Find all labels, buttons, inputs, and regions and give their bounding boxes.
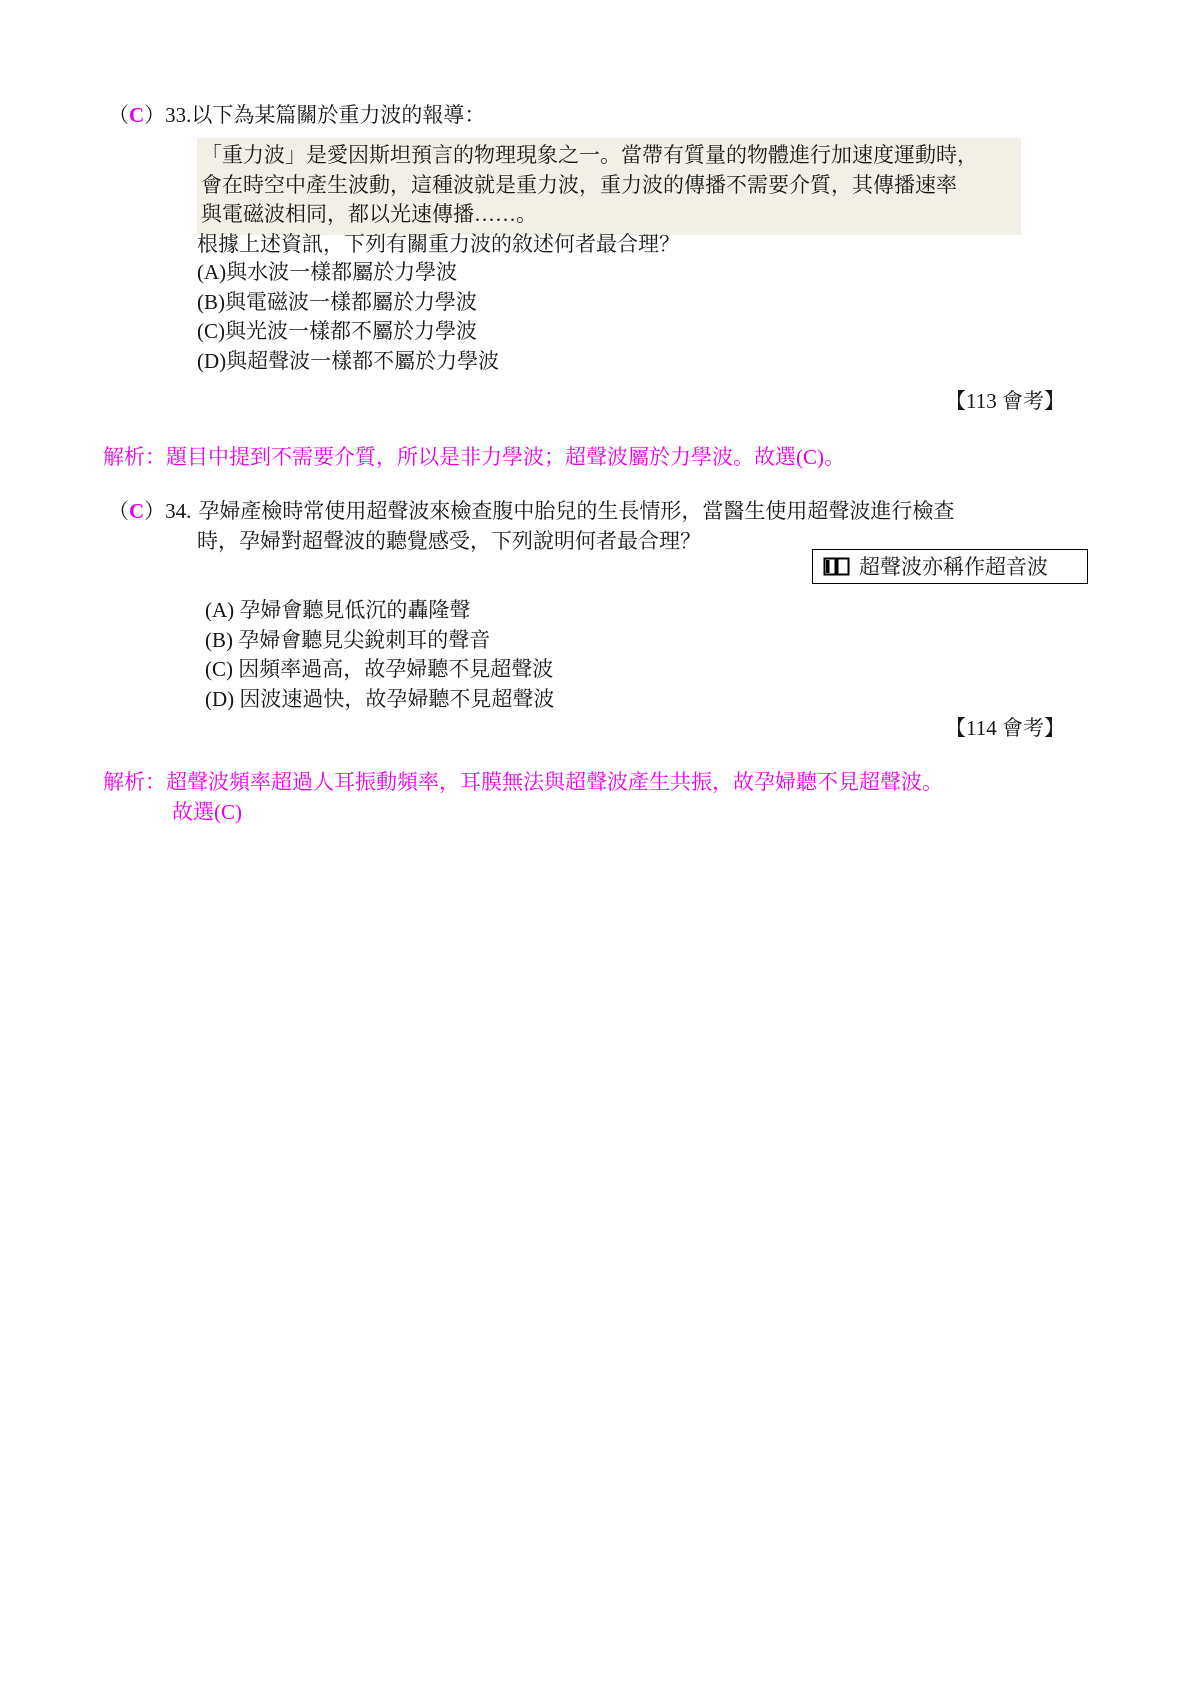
q33-passage-line: 與電磁波相同，都以光速傳播……。: [201, 202, 537, 226]
q33-source-tag: 【113 會考】: [945, 389, 1065, 413]
q33-header: [108, 100, 485, 130]
q33-option-d: (D)與超聲波一樣都不屬於力學波: [197, 348, 500, 373]
paren-open: （: [108, 103, 129, 127]
paren-close: ）: [144, 499, 166, 523]
q34-answer-marker: [108, 499, 165, 523]
q33-passage-line: 會在時空中產生波動，這種波就是重力波，重力波的傳播不需要介質，其傳播速率: [201, 172, 957, 197]
q34-option-d: (D) 因波速過快，故孕婦聽不見超聲波: [205, 686, 555, 711]
q34-stem-line2: 時，孕婦對超聲波的聽覺感受，下列說明何者最合理？: [197, 529, 701, 553]
q33-option-b: (B)與電磁波一樣都屬於力學波: [197, 289, 477, 314]
q33-answer-marker: [108, 103, 165, 127]
q34-note-text: 超聲波亦稱作超音波: [859, 554, 1048, 579]
q33-answer: C: [129, 103, 145, 127]
q33-option-c: (C)與光波一樣都不屬於力學波: [197, 319, 477, 344]
q33-number: 33.: [165, 103, 192, 127]
q33-news-passage: [197, 138, 1021, 235]
q34-option-b: (B) 孕婦會聽見尖銳刺耳的聲音: [205, 627, 491, 652]
q33-stem: 根據上述資訊，下列有關重力波的敘述何者最合理？: [197, 232, 680, 256]
q34-solution-line2: 故選(C): [172, 800, 242, 824]
q34-number: 34.: [165, 499, 192, 523]
paren-close: ）: [144, 103, 166, 127]
q34-stem-line1: 孕婦產檢時常使用超聲波來檢查腹中胎兒的生長情形，當醫生使用超聲波進行檢查: [198, 499, 955, 523]
q34-source-tag: 【114 會考】: [945, 716, 1065, 740]
q33-options: [197, 258, 499, 376]
q34-header: [108, 496, 954, 526]
paren-open: （: [108, 499, 129, 523]
q33-intro: 以下為某篇關於重力波的報導：: [191, 103, 486, 127]
q33-solution: 解析：題目中提到不需要介質，所以是非力學波；超聲波屬於力學波。故選(C)。: [103, 445, 845, 469]
q34-options: [205, 596, 554, 714]
open-book-icon: [823, 557, 850, 577]
q33-passage-line: 「重力波」是愛因斯坦預言的物理現象之一。當帶有質量的物體進行加速度運動時，: [201, 143, 978, 167]
q34-solution-line1: 解析：超聲波頻率超過人耳振動頻率，耳膜無法與超聲波產生共振，故孕婦聽不見超聲波。: [103, 770, 943, 794]
q34-answer: C: [129, 499, 145, 523]
q34-note-box: [812, 549, 1088, 584]
q34-option-a: (A) 孕婦會聽見低沉的轟隆聲: [205, 598, 471, 622]
q34-option-c: (C) 因頻率過高，故孕婦聽不見超聲波: [205, 657, 554, 682]
q33-option-a: (A)與水波一樣都屬於力學波: [197, 260, 458, 284]
